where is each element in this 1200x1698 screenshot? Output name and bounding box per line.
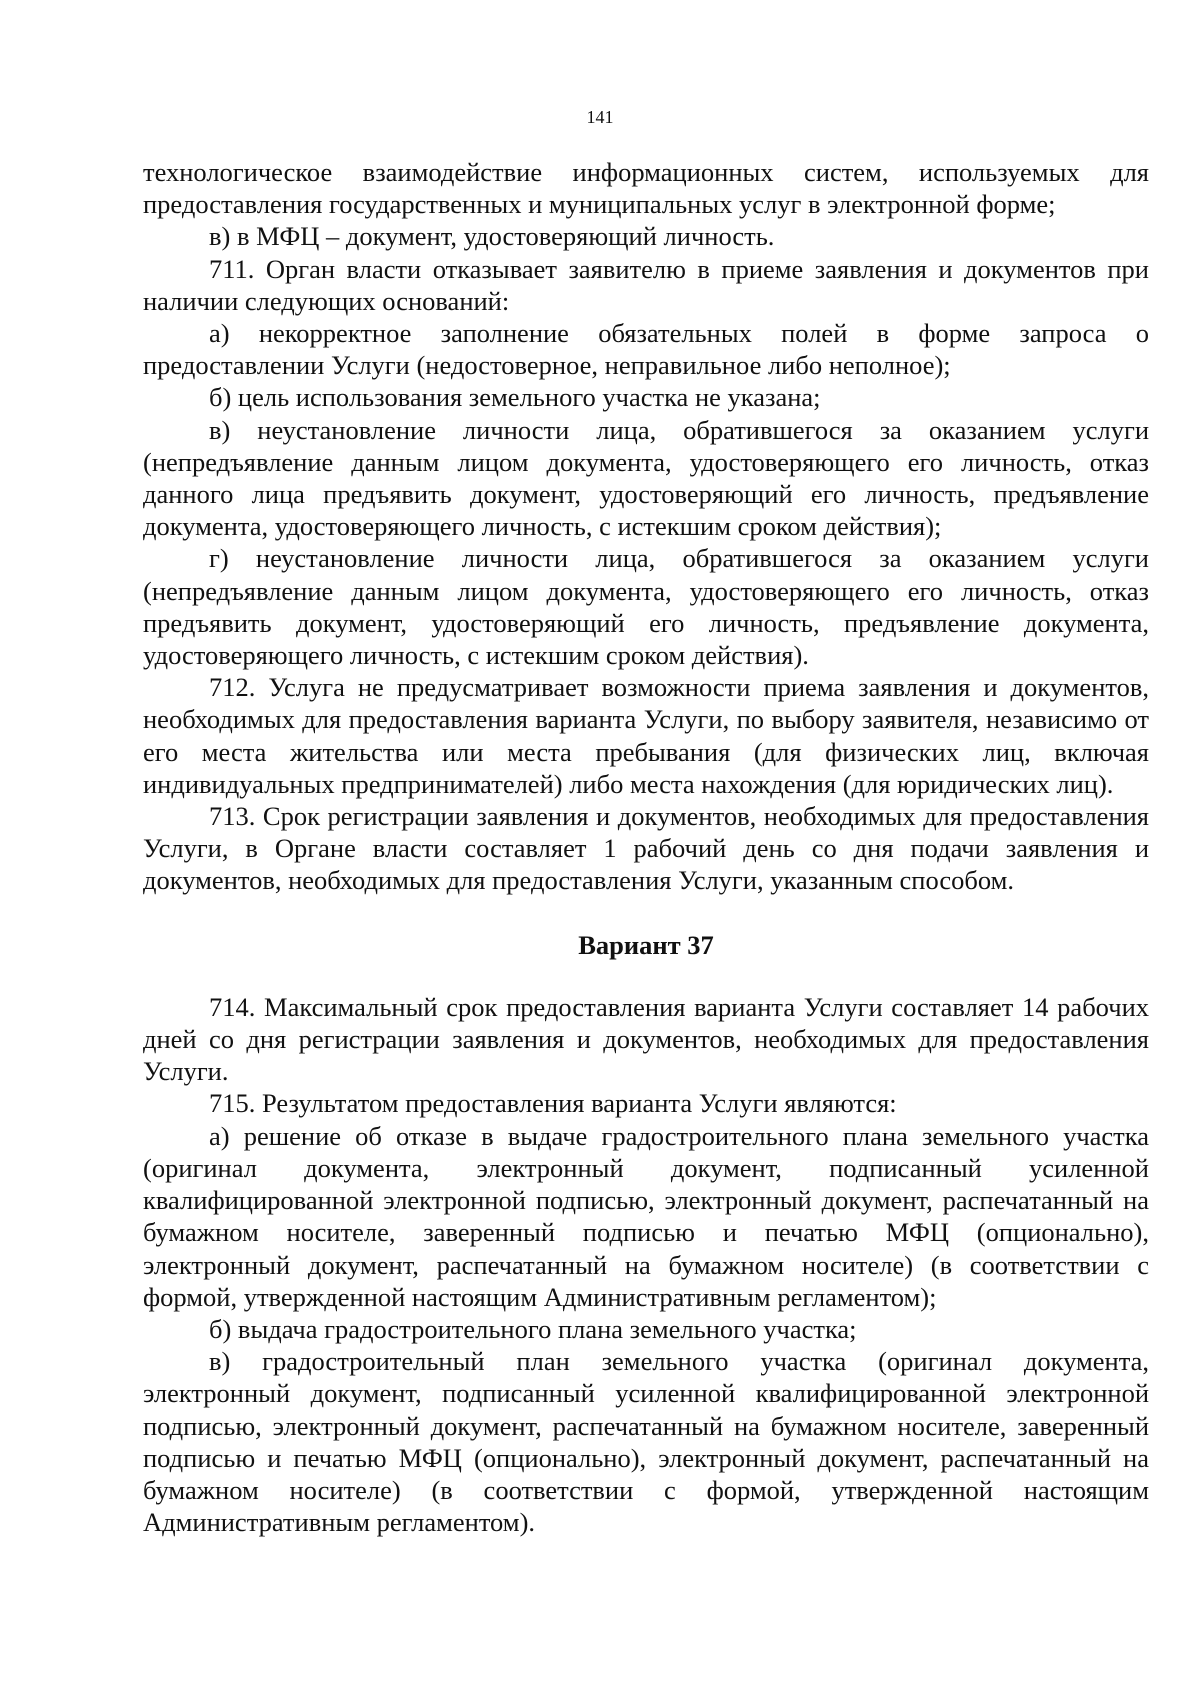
- paragraph: в) неустановление личности лица, обратившегося за оказанием услуги (непредъявление данным лицом документа, удостоверяющего его личность, отказ данного лица предъявить документ, удостоверяющий его личность, предъявление документа, удостоверяющего личность, с истекшим сроком действия);: [143, 414, 1149, 542]
- paragraph: 711. Орган власти отказывает заявителю в приеме заявления и документов при наличии следующих оснований:: [143, 253, 1149, 316]
- paragraph: б) цель использования земельного участка не указана;: [209, 382, 821, 413]
- section-heading: Вариант 37: [578, 929, 714, 960]
- paragraph: 715. Результатом предоставления варианта Услуги являются:: [209, 1088, 897, 1119]
- paragraph: в) в МФЦ – документ, удостоверяющий личность.: [209, 221, 775, 252]
- paragraph: а) некорректное заполнение обязательных полей в форме запроса о предоставлении Услуги (недостоверное, неправильное либо неполное);: [143, 318, 1149, 381]
- paragraph: а) решение об отказе в выдаче градостроительного плана земельного участка (оригинал документа, электронный документ, подписанный усиленной квалифицированной электронной подписью, электронный документ, распечатанный на бумажном носителе, заверенный подписью и печатью МФЦ (опционально), электронный документ, распечатанный на бумажном носителе) (в соответствии с формой, утвержденной настоящим Административным регламентом);: [143, 1120, 1149, 1312]
- paragraph: технологическое взаимодействие информационных систем, используемых для предоставления государственных и муниципальных услуг в электронной форме;: [143, 157, 1149, 220]
- paragraph: 714. Максимальный срок предоставления варианта Услуги составляет 14 рабочих дней со дня регистрации заявления и документов, необходимых для предоставления Услуги.: [143, 991, 1149, 1087]
- paragraph: 712. Услуга не предусматривает возможности приема заявления и документов, необходимых для предоставления варианта Услуги, по выбору заявителя, независимо от его места жительства или места пребывания (для физических лиц, включая индивидуальных предпринимателей) либо места нахождения (для юридических лиц).: [143, 672, 1149, 799]
- paragraph: в) градостроительный план земельного участка (оригинал документа, электронный документ, подписанный усиленной квалифицированной электронной подписью, электронный документ, распечатанный на бумажном носителе, заверенный подписью и печатью МФЦ (опционально), электронный документ, распечатанный на бумажном носителе) (в соответствии с формой, утвержденной настоящим Административным регламентом).: [143, 1346, 1149, 1538]
- paragraph: г) неустановление личности лица, обратившегося за оказанием услуги (непредъявление данным лицом документа, удостоверяющего его личность, отказ предъявить документ, удостоверяющий его личность, предъявление документа, удостоверяющего личность, с истекшим сроком действия).: [143, 543, 1149, 671]
- page-number: 141: [586, 107, 614, 127]
- document-body: [143, 156, 1149, 1538]
- paragraph: б) выдача градостроительного плана земельного участка;: [209, 1313, 857, 1344]
- paragraph: 713. Срок регистрации заявления и документов, необходимых для предоставления Услуги, в Органе власти составляет 1 рабочий день со дня подачи заявления и документов, необходимых для предоставления Услуги, указанным способом.: [143, 801, 1149, 896]
